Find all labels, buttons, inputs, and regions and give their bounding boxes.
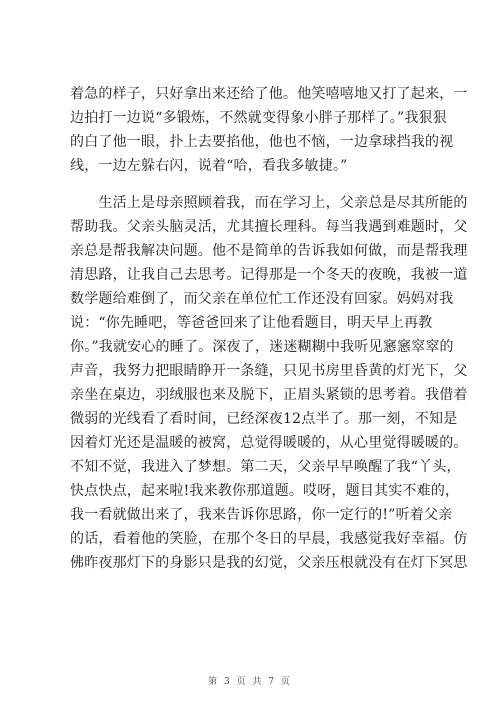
body-text-line: 你。”我就安心的睡了。深夜了，迷迷糊糊中我听见窸窸窣窣的 xyxy=(70,339,454,355)
page-number-footer: 第 3 页 共 7 页 xyxy=(208,677,292,687)
body-text-line: 不知不觉，我进入了梦想。第二天，父亲早早唤醒了我“丫头， xyxy=(70,459,461,475)
body-text-line: 微弱的光线看了看时间，已经深夜12点半了。那一刻，不知是 xyxy=(70,411,458,427)
body-text-line: 帮助我。父亲头脑灵活，尤其擅长理科。每当我遇到难题时，父 xyxy=(70,219,468,235)
body-text-line: 声音，我努力把眼睛睁开一条缝，只见书房里昏黄的灯光下，父 xyxy=(70,363,468,379)
body-text-line: 的话，看着他的笑脸，在那个冬日的早晨，我感觉我好幸福。仿 xyxy=(70,531,468,547)
body-text-line: 佛昨夜那灯下的身影只是我的幻觉，父亲压根就没有在灯下冥思 xyxy=(70,555,468,571)
body-text-line: 数学题给难倒了，而父亲在单位忙工作还没有回家。妈妈对我 xyxy=(70,291,454,307)
body-text-line: 说：“你先睡吧，等爸爸回来了让他看题目，明天早上再教 xyxy=(70,315,433,331)
body-text-line: 因着灯光还是温暖的被窝，总觉得暖暖的，从心里觉得暖暖的。 xyxy=(70,435,468,451)
body-text-line: 线，一边左躲右闪，说着“哈，看我多敏捷。” xyxy=(70,158,348,174)
body-text-line: 我一看就做出来了，我来告诉你思路，你一定行的!”听着父亲 xyxy=(70,507,453,523)
body-text-line: 的白了他一眼，扑上去要掐他，他也不恼，一边拿球挡我的视 xyxy=(70,134,454,150)
body-text-line: 边拍打一边说“多锻炼，不然就变得象小胖子那样了。”我狠狠 xyxy=(70,110,447,126)
body-text-line: 清思路，让我自己去思考。记得那是一个冬天的夜晚，我被一道 xyxy=(70,267,468,283)
body-text-line: 生活上是母亲照顾着我，而在学习上，父亲总是尽其所能的 xyxy=(70,195,468,211)
body-text-line: 着急的样子，只好拿出来还给了他。他笑嘻嘻地又打了起来，一 xyxy=(70,86,468,102)
body-text-line: 快点快点，起来啦!我来教你那道题。哎呀，题目其实不难的， xyxy=(70,483,460,499)
body-text-line: 亲总是帮我解决问题。他不是简单的告诉我如何做，而是帮我理 xyxy=(70,243,468,259)
body-text-line: 亲坐在桌边，羽绒服也来及脱下，正眉头紧锁的思考着。我借着 xyxy=(70,387,468,403)
